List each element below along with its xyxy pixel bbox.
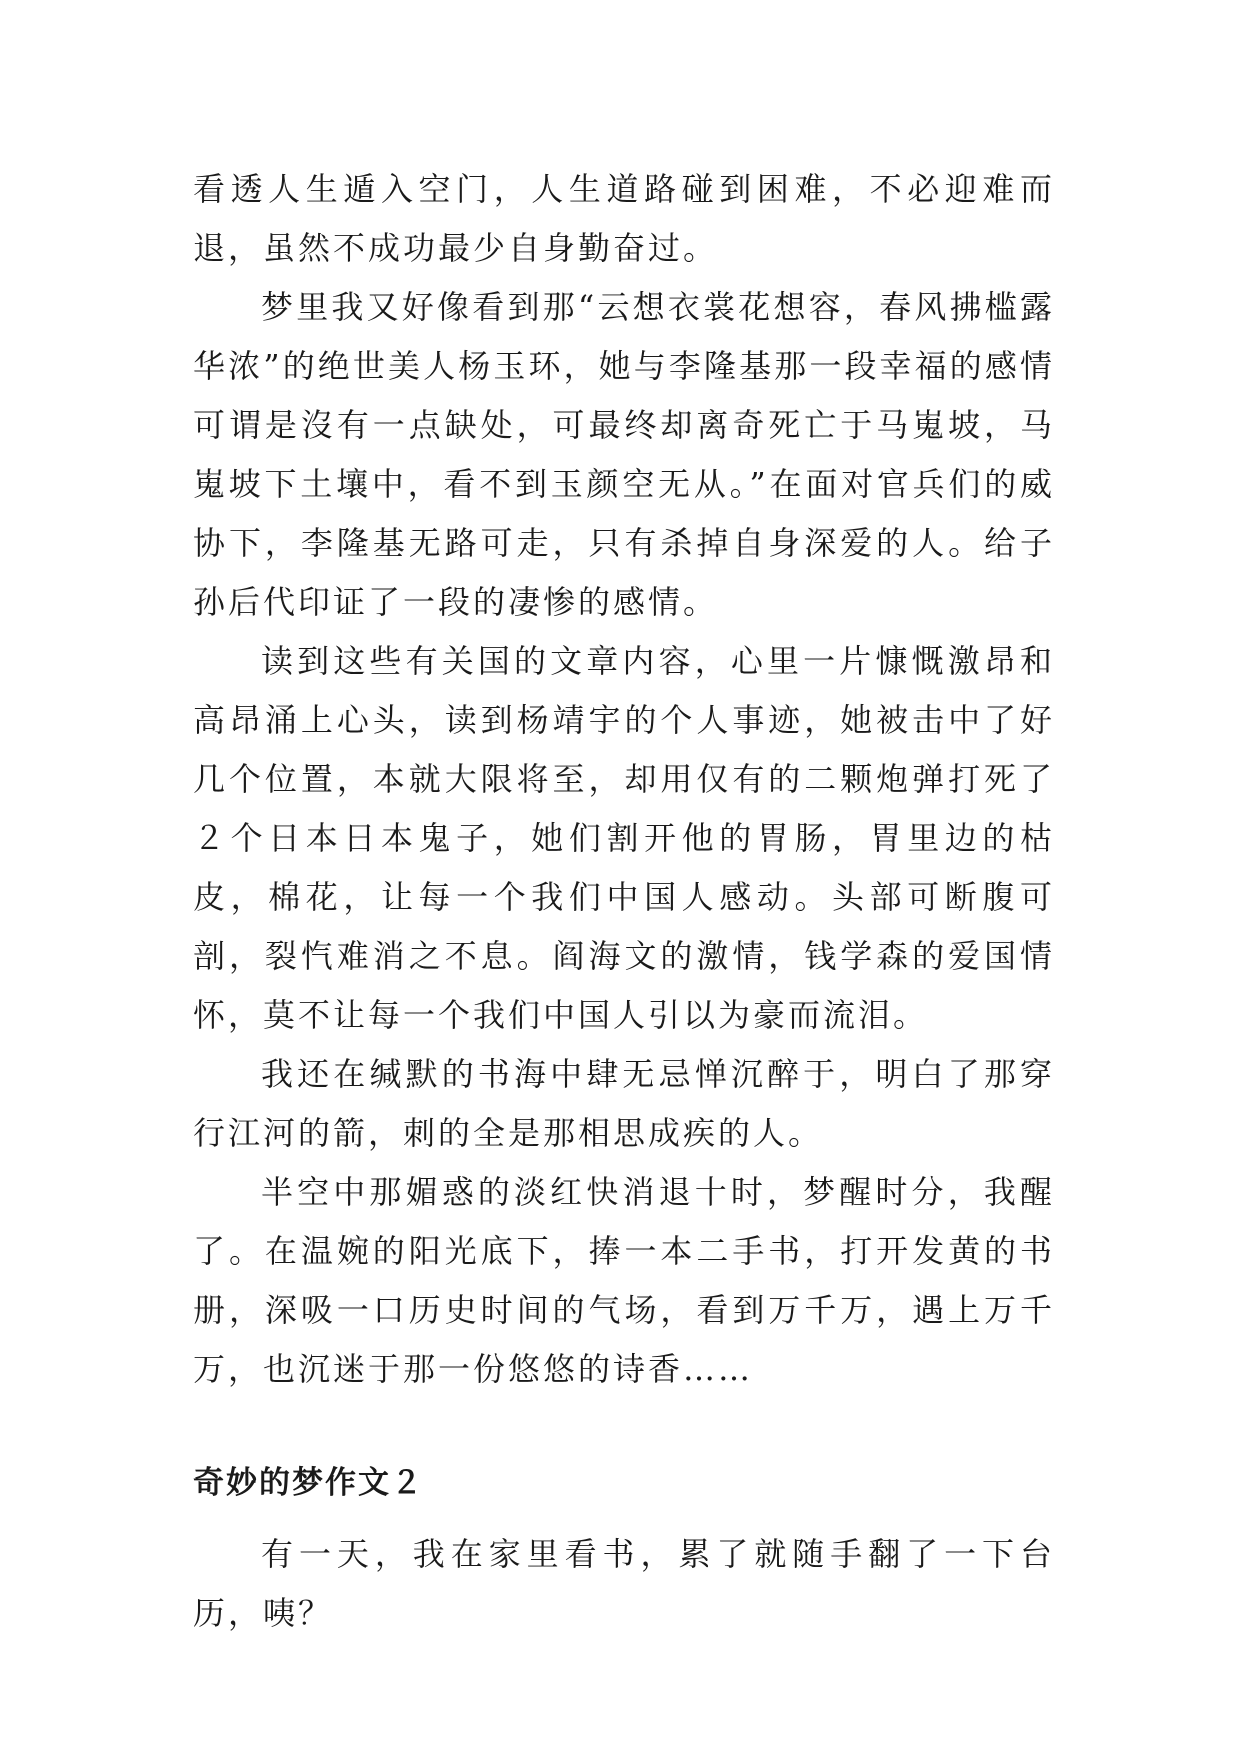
paragraph-4: 我还在缄默的书海中肆无忌惮沉醉于，明白了那穿行江河的箭，刺的全是那相思成疾的人。 (193, 1055, 1055, 1152)
paragraph-6: 有一天，我在家里看书，累了就随手翻了一下台历，咦？ (193, 1535, 1055, 1632)
section-spacer (193, 1399, 1055, 1454)
section-heading: 奇妙的梦作文２ (193, 1465, 424, 1501)
paragraph-1: 看透人生遁入空门，人生道路碰到困难，不必迎难而退，虽然不成功最少自身勤奋过。 (193, 170, 1055, 267)
document-body (193, 160, 1055, 1643)
paragraph-5: 半空中那媚惑的淡红快消退十时，梦醒时分，我醒了。在温婉的阳光底下，捧一本二手书，打开发黄的书册，深吸一口历史时间的气场，看到万千万，遇上万千万，也沉迷于那一份悠悠的诗香…… (193, 1173, 1055, 1388)
heading-spacer (193, 1513, 1055, 1525)
paragraph-3: 读到这些有关国的文章内容，心里一片慷慨激昂和高昂涌上心头，读到杨靖宇的个人事迹，她被击中了好几个位置，本就大限将至，却用仅有的二颗炮弹打死了２个日本日本鬼子，她们割开他的胃肠，胃里边的枯皮，棉花，让每一个我们中国人感动。头部可断腹可剖，裂忾难消之不息。阎海文的激情，钱学森的爱国情怀，莫不让每一个我们中国人引以为豪而流泪。 (193, 642, 1055, 1034)
paragraph-2: 梦里我又好像看到那“云想衣裳花想容，春风拂槛露华浓”的绝世美人杨玉环，她与李隆基那一段幸福的感情可谓是沒有一点缺处，可最终却离奇死亡于马嵬坡，马嵬坡下土壤中，看不到玉颜空无从。”在面对官兵们的威协下，李隆基无路可走，只有杀掉自身深爱的人。给子孙后代印证了一段的凄惨的感情。 (193, 288, 1055, 621)
